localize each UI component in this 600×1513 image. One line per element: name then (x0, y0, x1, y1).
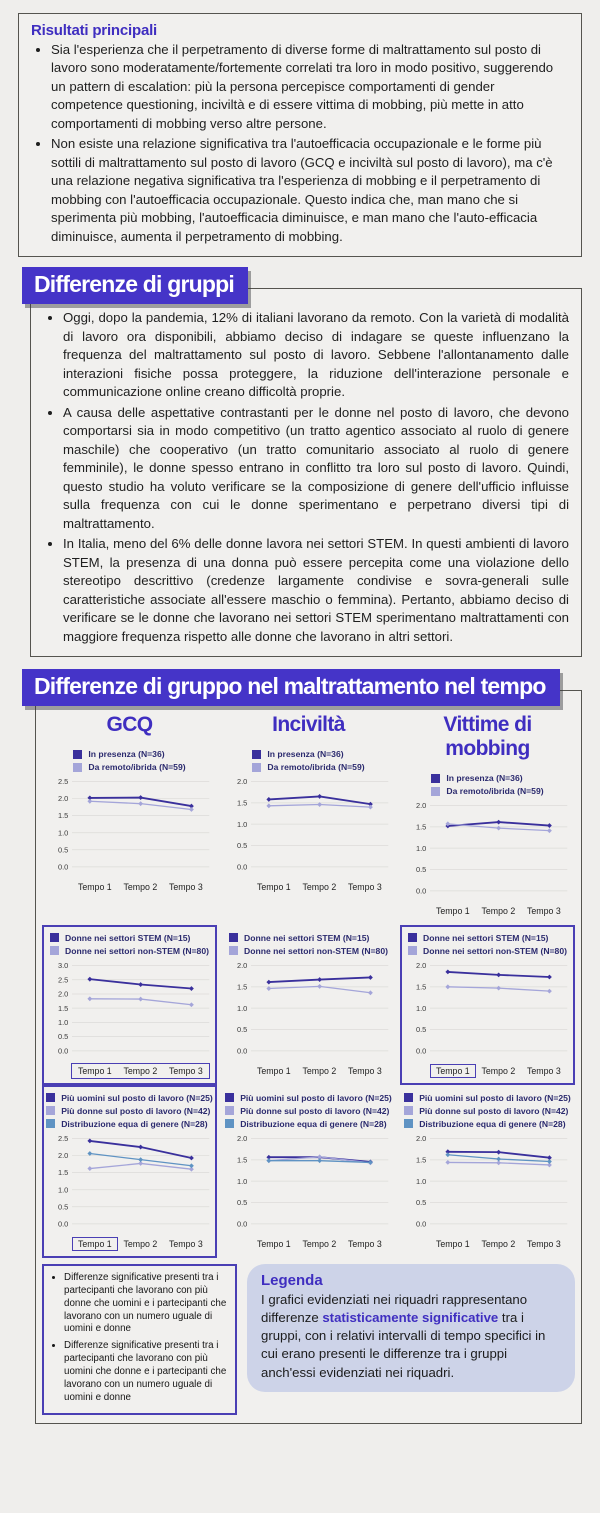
x-tick-label: Tempo 3 (169, 1238, 203, 1249)
svg-text:1.5: 1.5 (236, 1155, 248, 1165)
groups-bullet: • A causa delle aspettative contrastanti per le donne nel posto di lavoro, che devono comportarsi sia in modo competitivo (un tratto agentico associato al ruolo di genere maschile) che cooperativo (un tratto comunitario associato al ruolo di genere femminile), le donne spesso entrano in conflitto tra loro sul posto di lavoro. Quindi, questo studio ha voluto verificare se la composizione di genere dell'ufficio influisse sulla frequenza con cui le donne sperimentano e perpetrano diversi tipi di maltrattamento. (63, 404, 569, 533)
chart-legend-entry (46, 1093, 213, 1103)
x-axis-labels (250, 1063, 389, 1079)
notes-bullet: • Differenze significative presenti tra i partecipanti che lavorano con più uomini che donne e i partecipanti che lavorano con un numero uguale di uomini e donne (64, 1340, 229, 1405)
legend-swatch-icon (50, 933, 59, 942)
chart-legend-label: Distribuzione equa di genere (N=28) (61, 1118, 208, 1129)
chart-legend-entry (50, 946, 209, 956)
chart-box (42, 741, 217, 901)
legend-swatch-icon (50, 946, 59, 955)
legend-body-post: tra i gruppi, con i relativi intervalli di tempo specifici in cui erano presenti le differenze tra i gruppi anch'essi evidenziati nei riquadri. (261, 1309, 546, 1380)
chart-legend-entry (73, 762, 185, 772)
svg-text:0.5: 0.5 (57, 845, 69, 855)
chart-box (400, 765, 575, 925)
significance-notes-box (42, 1264, 237, 1415)
legend-swatch-icon (252, 763, 261, 772)
x-axis-labels (250, 1236, 389, 1252)
svg-text:0.0: 0.0 (236, 862, 248, 872)
x-tick-label: Tempo 1 (430, 1064, 476, 1078)
x-tick-label: Tempo 1 (435, 905, 470, 916)
chart-legend-label: Donne nei settori non-STEM (N=80) (423, 945, 567, 956)
svg-text:2.0: 2.0 (236, 1133, 248, 1143)
svg-text:0.0: 0.0 (236, 1219, 248, 1229)
legend-title: Legenda (261, 1271, 323, 1289)
groups-bullet: • Oggi, dopo la pandemia, 12% di italiani lavorano da remoto. Con la varietà di modalità di lavoro ora disponibili, abbiamo deciso di indagare se queste influenzano la frequenza del maltrattamento sul posto di lavoro. Sebbene l'allontanamento dalle interazioni fisiche possa proteggere, la riduzione dell'interazione personale e communicazione online creano difficoltà proprie. (63, 309, 569, 401)
legend-swatch-icon (46, 1119, 55, 1128)
chart-legend-entry (229, 933, 388, 943)
line-chart-plot (225, 775, 392, 879)
chart-cell-row2-col3 (400, 925, 575, 1085)
svg-text:1.5: 1.5 (415, 1155, 427, 1165)
x-tick-label: Tempo 3 (169, 1065, 203, 1076)
svg-text:1.5: 1.5 (57, 811, 69, 821)
chart-legend-label: Più uomini sul posto di lavoro (N=25) (61, 1092, 213, 1103)
line-chart-plot (46, 959, 213, 1063)
svg-text:2.0: 2.0 (415, 1133, 427, 1143)
chart-legend-entry (225, 1093, 392, 1103)
x-tick-label: Tempo 2 (123, 1238, 158, 1249)
svg-text:2.5: 2.5 (57, 777, 69, 787)
x-tick-label: Tempo 2 (302, 1065, 337, 1076)
legend-swatch-icon (408, 946, 417, 955)
groups-bullet: • In Italia, meno del 6% delle donne lavora nei settori STEM. In questi ambienti di lavoro STEM, la presenza di una donna può essere percepita come una violazione dello stereotipo descrittivo (credenze largamente condivise e sovra-generali sulle caratteristiche associate all'essere maschio o femmina). Pertanto, abbiamo deciso di verificare se le donne che lavorano nei settori STEM sperimentano maltrattamenti con maggiore frequenza rispetto alle donne che lavorano in altri settori. (63, 535, 569, 646)
x-tick-label: Tempo 2 (481, 1238, 516, 1249)
results-box (18, 13, 582, 257)
chart-legend-label: Più donne sul posto di lavoro (N=42) (240, 1105, 390, 1116)
line-chart-plot (404, 959, 571, 1063)
chart-legend-entry (404, 1093, 571, 1103)
infographic-page (0, 13, 600, 1513)
svg-text:1.0: 1.0 (415, 1176, 427, 1186)
x-axis-labels (429, 903, 568, 919)
chart-legend (431, 773, 543, 796)
results-bullet: • Non esiste una relazione significativa tra l'autoefficacia occupazionale e le forme più sottili di maltrattamento sul posto di lavoro (GCQ e inciviltà sul posto di lavoro), ma c'è una relazione negativa significativa tra l'esperienza di mobbing e il perpetramento di mobbing con l'autoefficacia occupazionale. Questo indica che, man mano che si sperimenta più mobbing, l'autoefficacia diminuisce, e man mano che l'auto-efficacia diminuisce, aumenta il perpetramento di mobbing. (51, 135, 569, 246)
legend-swatch-icon (225, 1093, 234, 1102)
legend-swatch-icon (404, 1106, 413, 1115)
chart-legend-entry (229, 946, 388, 956)
legend-swatch-icon (408, 933, 417, 942)
chart-legend-entry (252, 749, 364, 759)
svg-text:0.5: 0.5 (57, 1202, 69, 1212)
x-tick-label: Tempo 1 (77, 881, 112, 892)
chart-legend-label: Più donne sul posto di lavoro (N=42) (61, 1105, 211, 1116)
chart-legend-label: In presenza (N=36) (88, 749, 165, 760)
legend-swatch-icon (46, 1106, 55, 1115)
svg-text:1.0: 1.0 (236, 1176, 248, 1186)
x-tick-label: Tempo 2 (302, 881, 337, 892)
legend-body (261, 1291, 561, 1382)
chart-cell-row3-col2 (221, 1085, 396, 1258)
x-tick-label: Tempo 2 (123, 881, 158, 892)
x-tick-label: Tempo 1 (77, 1065, 112, 1076)
legend-swatch-icon (404, 1093, 413, 1102)
chart-legend-label: Donne nei settori STEM (N=15) (65, 932, 191, 943)
x-tick-label: Tempo 3 (348, 881, 382, 892)
chart-legend (225, 1093, 392, 1129)
chart-legend-entry (46, 1106, 213, 1116)
legend-box (247, 1264, 575, 1392)
chart-box (221, 1085, 396, 1258)
legend-swatch-icon (431, 787, 440, 796)
time-section-header: Differenze di gruppo nel maltrattamento nel tempo (22, 669, 560, 706)
x-tick-label: Tempo 1 (256, 1238, 291, 1249)
svg-text:1.0: 1.0 (415, 843, 427, 853)
significance-highlight-box (400, 925, 575, 1085)
chart-cell-row1-col3 (400, 713, 575, 925)
chart-legend-label: Più uomini sul posto di lavoro (N=25) (419, 1092, 571, 1103)
chart-legend (252, 749, 364, 772)
svg-text:1.0: 1.0 (236, 819, 248, 829)
chart-legend-entry (73, 749, 185, 759)
x-tick-label: Tempo 2 (302, 1238, 337, 1249)
svg-text:3.0: 3.0 (57, 961, 69, 971)
svg-text:0.5: 0.5 (57, 1032, 69, 1042)
chart-legend-entry (46, 1119, 213, 1129)
svg-text:1.5: 1.5 (236, 798, 248, 808)
chart-legend (50, 933, 209, 956)
chart-legend (46, 1093, 213, 1129)
chart-cell-row3-col1 (42, 1085, 217, 1258)
svg-text:1.5: 1.5 (415, 982, 427, 992)
legend-swatch-icon (225, 1106, 234, 1115)
charts-panel (35, 690, 582, 1424)
groups-header-wrap (22, 267, 600, 304)
svg-text:0.0: 0.0 (415, 1219, 427, 1229)
notes-bullet-list (50, 1272, 229, 1405)
svg-text:1.5: 1.5 (57, 1168, 69, 1178)
chart-legend-label: Da remoto/ibrida (N=59) (446, 786, 544, 797)
x-tick-label: Tempo 1 (256, 1065, 291, 1076)
line-chart-plot (46, 1132, 213, 1236)
chart-legend-entry (431, 773, 543, 783)
chart-legend-label: Più uomini sul posto di lavoro (N=25) (240, 1092, 392, 1103)
x-tick-label: Tempo 2 (481, 1065, 516, 1076)
x-tick-label: Tempo 3 (527, 905, 561, 916)
svg-text:2.5: 2.5 (57, 1133, 69, 1143)
x-tick-label: Tempo 3 (348, 1065, 382, 1076)
chart-legend-entry (50, 933, 209, 943)
x-tick-label: Tempo 3 (169, 881, 203, 892)
svg-text:1.0: 1.0 (57, 1017, 69, 1027)
legend-swatch-icon (252, 750, 261, 759)
chart-box (400, 1085, 575, 1258)
legend-swatch-icon (73, 750, 82, 759)
legend-swatch-icon (431, 774, 440, 783)
chart-legend-entry (225, 1106, 392, 1116)
chart-legend (404, 1093, 571, 1129)
chart-cell-row2-col2 (221, 925, 396, 1085)
groups-section-header: Differenze di gruppi (22, 267, 248, 304)
svg-text:2.0: 2.0 (415, 801, 427, 811)
chart-legend-entry (404, 1119, 571, 1129)
line-chart-plot (225, 959, 392, 1063)
chart-cell-row3-col3 (400, 1085, 575, 1258)
svg-text:2.0: 2.0 (236, 961, 248, 971)
x-tick-label: Tempo 3 (348, 1238, 382, 1249)
svg-text:1.5: 1.5 (415, 822, 427, 832)
chart-legend-label: Più donne sul posto di lavoro (N=42) (419, 1105, 569, 1116)
legend-swatch-icon (225, 1119, 234, 1128)
svg-text:1.0: 1.0 (415, 1003, 427, 1013)
chart-legend-label: Distribuzione equa di genere (N=28) (240, 1118, 387, 1129)
chart-legend-label: Distribuzione equa di genere (N=28) (419, 1118, 566, 1129)
line-chart-plot (404, 1132, 571, 1236)
line-chart-plot (225, 1132, 392, 1236)
legend-swatch-icon (46, 1093, 55, 1102)
x-axis-labels (71, 1063, 210, 1079)
svg-text:0.5: 0.5 (415, 1025, 427, 1035)
chart-legend-entry (404, 1106, 571, 1116)
legend-body-pre: I grafici evidenziati nei riquadri rappresentano differenze (261, 1291, 528, 1325)
svg-text:1.5: 1.5 (57, 1003, 69, 1013)
x-tick-label: Tempo 3 (527, 1238, 561, 1249)
chart-legend-entry (252, 762, 364, 772)
significance-highlight-box (42, 1085, 217, 1258)
x-axis-labels (71, 879, 210, 895)
svg-text:2.0: 2.0 (57, 794, 69, 804)
chart-title: Vittime di mobbing (443, 713, 532, 761)
svg-text:0.0: 0.0 (415, 886, 427, 896)
charts-footer-row (42, 1264, 575, 1415)
results-bullet-list (31, 41, 569, 246)
chart-legend-entry (408, 946, 567, 956)
charts-grid (42, 713, 575, 1258)
notes-bullet: • Differenze significative presenti tra i partecipanti che lavorano con più donne che uomini e i partecipanti che lavorano con un numero uguale di uomini e donne (64, 1272, 229, 1337)
chart-legend-label: In presenza (N=36) (267, 749, 344, 760)
x-tick-label: Tempo 2 (123, 1065, 158, 1076)
svg-text:0.5: 0.5 (236, 841, 248, 851)
chart-legend-label: Da remoto/ibrida (N=59) (88, 762, 186, 773)
x-tick-label: Tempo 2 (481, 905, 516, 916)
chart-legend-label: Donne nei settori STEM (N=15) (244, 932, 370, 943)
x-axis-labels (429, 1236, 568, 1252)
chart-box (221, 925, 396, 1085)
legend-body-bold: statisticamente significative (322, 1309, 499, 1325)
results-title: Risultati principali (31, 22, 158, 39)
x-tick-label: Tempo 1 (72, 1237, 118, 1251)
svg-text:0.0: 0.0 (57, 1046, 69, 1056)
chart-legend-entry (408, 933, 567, 943)
chart-legend-label: Donne nei settori non-STEM (N=80) (244, 945, 388, 956)
chart-legend (73, 749, 185, 772)
legend-swatch-icon (73, 763, 82, 772)
x-tick-label: Tempo 1 (256, 881, 291, 892)
svg-text:0.0: 0.0 (415, 1046, 427, 1056)
groups-box (30, 288, 582, 657)
legend-swatch-icon (404, 1119, 413, 1128)
chart-legend-entry (431, 786, 543, 796)
x-axis-labels (429, 1063, 568, 1079)
svg-text:2.0: 2.0 (415, 961, 427, 971)
svg-text:2.5: 2.5 (57, 975, 69, 985)
svg-text:0.5: 0.5 (236, 1025, 248, 1035)
svg-text:0.5: 0.5 (415, 865, 427, 875)
x-tick-label: Tempo 3 (527, 1065, 561, 1076)
svg-text:2.0: 2.0 (57, 989, 69, 999)
x-tick-label: Tempo 1 (435, 1238, 470, 1249)
chart-cell-row1-col1 (42, 713, 217, 925)
svg-text:0.0: 0.0 (236, 1046, 248, 1056)
chart-legend (408, 933, 567, 956)
legend-swatch-icon (229, 946, 238, 955)
svg-text:2.0: 2.0 (57, 1151, 69, 1161)
chart-legend-label: Donne nei settori STEM (N=15) (423, 932, 549, 943)
svg-text:1.0: 1.0 (236, 1003, 248, 1013)
legend-swatch-icon (229, 933, 238, 942)
x-axis-labels (250, 879, 389, 895)
time-header-wrap (22, 669, 600, 706)
groups-bullet-list (43, 309, 569, 646)
svg-text:0.0: 0.0 (57, 862, 69, 872)
chart-legend (229, 933, 388, 956)
svg-text:1.0: 1.0 (57, 828, 69, 838)
line-chart-plot (46, 775, 213, 879)
chart-title: GCQ (106, 713, 153, 737)
chart-legend-label: Donne nei settori non-STEM (N=80) (65, 945, 209, 956)
svg-text:2.0: 2.0 (236, 777, 248, 787)
svg-text:1.0: 1.0 (57, 1185, 69, 1195)
svg-text:0.5: 0.5 (236, 1197, 248, 1207)
chart-legend-entry (225, 1119, 392, 1129)
svg-text:0.0: 0.0 (57, 1219, 69, 1229)
results-bullet: • Sia l'esperienza che il perpetramento di diverse forme di maltrattamento sul posto di lavoro sono moderatamente/fortemente correlati tra loro in modo positivo, suggerendo un pattern di escalation: più la persona percepisce comportamenti di gender competence questioning, inciviltà e di essere vittima di mobbing, più mette in atto comportamenti di mobbing verso altre persone. (51, 41, 569, 133)
svg-text:0.5: 0.5 (415, 1197, 427, 1207)
chart-legend-label: Da remoto/ibrida (N=59) (267, 762, 365, 773)
line-chart-plot (404, 799, 571, 903)
chart-legend-label: In presenza (N=36) (446, 773, 523, 784)
chart-title: Inciviltà (272, 713, 345, 737)
svg-text:1.5: 1.5 (236, 982, 248, 992)
x-axis-labels (71, 1236, 210, 1252)
chart-box (221, 741, 396, 901)
chart-cell-row1-col2 (221, 713, 396, 925)
chart-cell-row2-col1 (42, 925, 217, 1085)
significance-highlight-box (42, 925, 217, 1085)
